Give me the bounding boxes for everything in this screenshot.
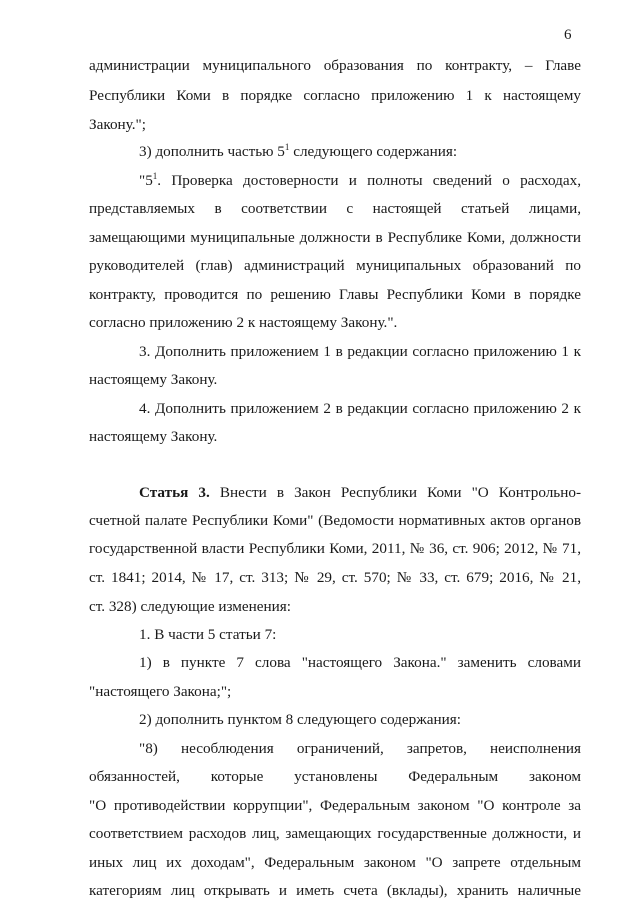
text-line: государственной власти Республики Коми, 2011, № 36, ст. 906; 2012, № 71, (89, 540, 581, 557)
text-line: Республики Коми в порядке согласно приложению 1 к настоящему (89, 87, 581, 104)
text-line: ст. 328) следующие изменения: (89, 598, 291, 615)
text-line (139, 170, 581, 192)
text-line: иных лиц их доходам", Федеральным законом "О запрете отдельным (89, 854, 581, 871)
text-fragment: Внести в Закон Республики Коми "О Контрольно- (209, 484, 581, 501)
text-line: категориям лиц открывать и иметь счета (вклады), хранить наличные (89, 882, 581, 899)
page-number: 6 (564, 27, 572, 43)
text-line (139, 141, 581, 163)
text-line: 1) в пункте 7 слова "настоящего Закона." заменить словами (139, 654, 581, 671)
superscript: 1 (152, 171, 158, 181)
superscript: 1 (284, 142, 290, 152)
text-fragment: следующего содержания: (289, 143, 458, 160)
text-line: настоящему Закону. (89, 428, 218, 445)
text-line: 2) дополнить пунктом 8 следующего содержания: (139, 711, 461, 728)
text-line: 4. Дополнить приложением 2 в редакции согласно приложению 2 к (139, 400, 581, 417)
text-line: счетной палате Республики Коми" (Ведомости нормативных актов органов (89, 512, 581, 529)
text-line: "О противодействии коррупции", Федеральным законом "О контроле за (89, 797, 581, 814)
article-heading-line (139, 482, 581, 504)
text-line: администрации муниципального образования по контракту, – Главе (89, 57, 581, 74)
text-line: настоящему Закону. (89, 371, 218, 388)
text-line: "настоящего Закона;"; (89, 683, 232, 700)
text-line: 1. В части 5 статьи 7: (139, 626, 277, 643)
text-line: 3. Дополнить приложением 1 в редакции согласно приложению 1 к (139, 343, 581, 360)
text-line: согласно приложению 2 к настоящему Закону.". (89, 314, 398, 331)
text-fragment: 3) дополнить частью 5 (139, 143, 285, 160)
article-title: Статья 3. (139, 484, 210, 501)
text-line: контракту, проводится по решению Главы Республики Коми в порядке (89, 286, 581, 303)
text-line: замещающими муниципальные должности в Республике Коми, должности (89, 229, 581, 246)
text-line: "8) несоблюдения ограничений, запретов, неисполнения (139, 740, 581, 757)
text-line: обязанностей, которые установлены Федеральным законом (89, 768, 581, 785)
text-line: руководителей (глав) администраций муниципальных образований по (89, 257, 581, 274)
text-line: Закону."; (89, 116, 146, 133)
text-line: ст. 1841; 2014, № 17, ст. 313; № 29, ст. 570; № 33, ст. 679; 2016, № 21, (89, 569, 581, 586)
text-line: представляемых в соответствии с настоящей статьей лицами, (89, 200, 581, 217)
text-fragment: . Проверка достоверности и полноты сведений о расходах, (157, 172, 581, 189)
text-line: соответствием расходов лиц, замещающих государственные должности, и (89, 825, 581, 842)
text-fragment: "5 (139, 172, 153, 189)
